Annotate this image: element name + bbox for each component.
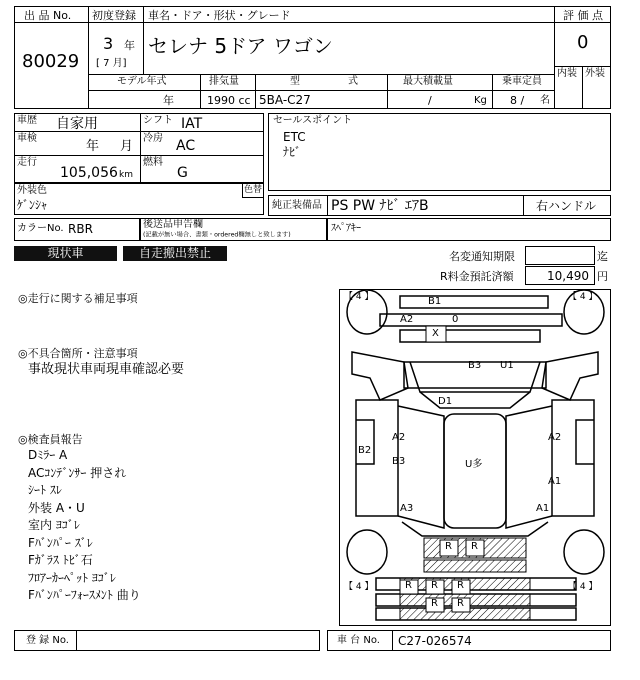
car-outline — [340, 290, 610, 625]
mark-a2-right: A2 — [548, 432, 562, 443]
interior-label: 内装 — [557, 68, 577, 79]
mark-u-multi: U多 — [465, 459, 483, 470]
model-label-2: 式 — [348, 76, 358, 87]
first-reg-label: 初度登録 — [92, 9, 136, 22]
fuel-value: G — [177, 165, 188, 181]
model-year-value: 年 — [163, 94, 174, 107]
inspector-item: Fｶﾞﾗｽ ﾄﾋﾞ石 — [28, 553, 93, 567]
inspection-label: 車検 — [17, 133, 37, 144]
sales-point-label: セールスポイント — [273, 115, 353, 126]
history-value: 自家用 — [56, 116, 98, 132]
name-change-unit: 迄 — [597, 250, 608, 263]
mark-r: R — [431, 598, 438, 609]
name-change-label: 名変通知期限 — [449, 250, 515, 263]
mileage-unit: km — [119, 170, 133, 180]
recycle-value: 10,490 — [547, 269, 589, 283]
sales-point-2: ﾅﾋﾞ — [283, 145, 302, 159]
mark-a2-left: A2 — [392, 432, 406, 443]
name-change-box — [525, 246, 595, 265]
first-reg-year: 3 — [103, 34, 114, 53]
mark-a1-lower: A1 — [536, 503, 550, 514]
inspector-label: ◎検査員報告 — [18, 433, 83, 446]
status-badge-no-self-drive: 自走搬出禁止 — [123, 246, 227, 261]
mark-r: R — [445, 541, 452, 552]
mark-b3-left: B3 — [392, 456, 406, 467]
mark-b3-top: B3 — [468, 360, 482, 371]
corner-top-left: 【 4 】 — [344, 292, 374, 302]
color-label: 外装色 — [17, 185, 47, 196]
model-value: 5BA-C27 — [259, 93, 311, 107]
supplement-label: ◎走行に関する補足事項 — [18, 292, 138, 305]
displacement-value: 1990 cc — [207, 94, 251, 107]
max-load-label: 最大積載量 — [403, 76, 453, 87]
mark-a1-right: A1 — [548, 476, 562, 487]
color-change-label: 色替 — [244, 185, 263, 195]
mark-d1: D1 — [438, 396, 453, 407]
aftermarket-value-frame — [327, 218, 611, 241]
sales-point-1: ETC — [283, 130, 306, 144]
first-reg-month: [ 7 月] — [96, 58, 127, 69]
color-frame — [14, 183, 264, 215]
details-left-frame — [14, 113, 264, 183]
mark-r: R — [457, 598, 464, 609]
mileage-label: 走行 — [17, 157, 37, 168]
chassis-value: C27-026574 — [398, 634, 472, 648]
shift-label: シフト — [143, 115, 173, 126]
mark-a3: A3 — [400, 503, 414, 514]
aircon-label: 冷房 — [143, 133, 163, 144]
lot-number: 80029 — [22, 51, 80, 72]
recycle-unit: 円 — [597, 270, 608, 283]
inspector-item: ｼｰﾄ ｽﾚ — [28, 483, 62, 497]
steering-value: 右ハンドル — [536, 199, 597, 213]
inspector-item: Fﾊﾞﾝﾊﾟｰﾌｫｰｽﾒﾝﾄ 曲り — [28, 588, 141, 602]
mark-zero: 0 — [452, 314, 459, 325]
equipment-label: 純正装備品 — [272, 200, 322, 211]
mileage-value: 105,056 — [60, 165, 118, 181]
lot-label: 出 品 No. — [24, 9, 72, 22]
score-value: 0 — [577, 32, 589, 53]
capacity-label: 乗車定員 — [502, 76, 542, 87]
aftermarket-value: ｽﾍﾟｱｷｰ — [331, 223, 361, 234]
reg-no-label: 登 録 No. — [26, 635, 69, 646]
mark-u1: U1 — [500, 360, 514, 371]
fuel-label: 燃料 — [143, 157, 163, 168]
mark-b1: B1 — [428, 296, 442, 307]
inspection-year: 年 — [86, 139, 100, 154]
inspection-month: 月 — [120, 139, 134, 154]
capacity-value: 8 / — [510, 94, 525, 107]
mark-r: R — [471, 541, 478, 552]
corner-bottom-right: 【 4 】 — [568, 582, 598, 592]
max-load-unit: Kg — [474, 95, 487, 106]
mark-r: R — [457, 580, 464, 591]
status-badge-current: 現状車 — [14, 246, 117, 261]
defect-text: 事故現状車両現車確認必要 — [28, 362, 185, 377]
inspector-item: Fﾊﾞﾝﾊﾟｰ ｽﾞﾚ — [28, 535, 93, 550]
mark-r: R — [431, 580, 438, 591]
mark-b2: B2 — [358, 445, 372, 456]
damage-diagram — [339, 289, 611, 626]
displacement-label: 排気量 — [209, 76, 239, 87]
aftermarket-label: 後送品申告欄 — [143, 219, 203, 230]
mark-r: R — [405, 580, 412, 591]
aftermarket-note: (記載が無い場合、書類・ordered欄無しと致します) — [143, 231, 291, 239]
chassis-label: 車 台 No. — [337, 635, 380, 646]
color-no-label: カラーNo. — [17, 223, 64, 234]
model-label: 型 — [290, 76, 300, 87]
mark-x: X — [432, 328, 439, 339]
capacity-unit: 名 — [540, 95, 550, 106]
first-reg-year-unit: 年 — [124, 39, 135, 52]
inspector-item: ACｺﾝﾃﾞﾝｻｰ 押され — [28, 465, 127, 480]
color-no-value: RBR — [68, 222, 93, 236]
inspector-item: ﾌﾛｱｰｶｰﾍﾟｯﾄ ﾖｺﾞﾚ — [28, 570, 116, 585]
inspector-item: Dﾐﾗｰ A — [28, 448, 68, 462]
corner-bottom-left: 【 4 】 — [344, 582, 374, 592]
shift-value: IAT — [181, 116, 203, 132]
inspector-item: 外装 A・U — [28, 500, 85, 515]
inspector-item: 室内 ﾖｺﾞﾚ — [28, 518, 80, 532]
corner-top-right: 【 4 】 — [568, 292, 598, 302]
color-value: ｹﾞﾝｼｬ — [17, 198, 48, 212]
score-label: 評 価 点 — [563, 9, 603, 22]
exterior-label: 外装 — [585, 68, 605, 79]
max-load-value: / — [428, 94, 432, 107]
aircon-value: AC — [176, 138, 196, 154]
defect-label: ◎不具合箇所・注意事項 — [18, 347, 138, 360]
recycle-label: R料金預託済額 — [440, 270, 514, 283]
car-name-label: 車名・ドア・形状・グレード — [148, 9, 291, 22]
model-year-label: モデル年式 — [117, 76, 167, 87]
history-label: 車歴 — [17, 115, 37, 126]
car-name: セレナ 5ドア ワゴン — [148, 34, 333, 58]
mark-a2-top: A2 — [400, 314, 414, 325]
equipment-value: PS PW ﾅﾋﾞ ｴｱB — [331, 198, 429, 214]
